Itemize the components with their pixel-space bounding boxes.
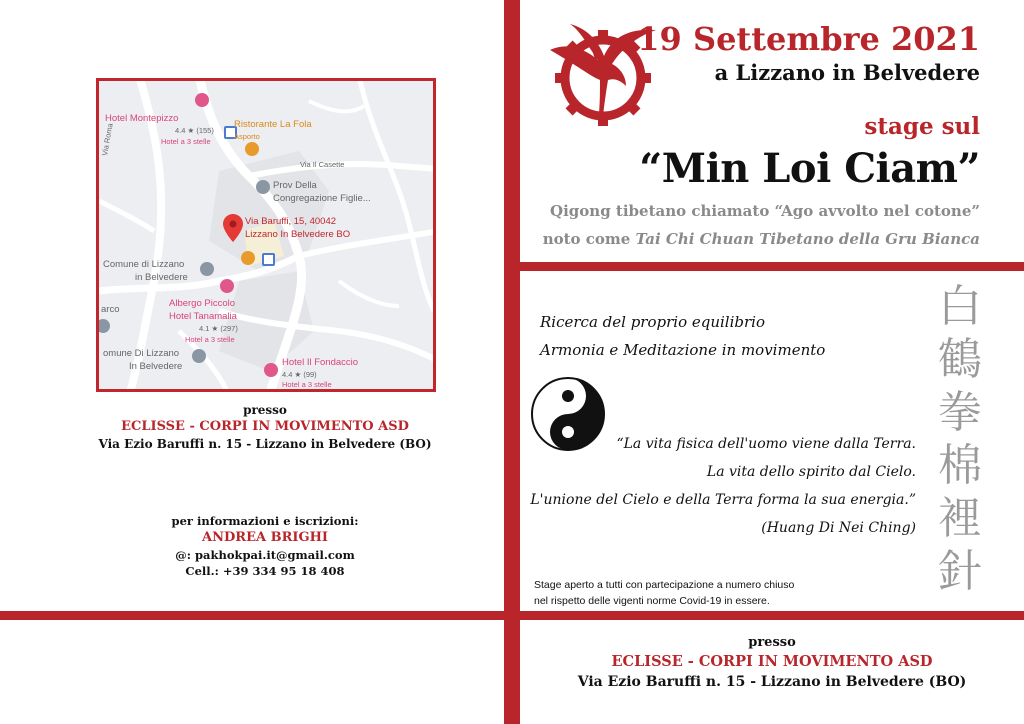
map-label: Prov Della	[273, 180, 317, 191]
map-label: Via Il Casette	[300, 160, 345, 169]
quote-line-2: La vita dello spirito dal Cielo.	[706, 464, 916, 480]
contact-email[interactable]: @: pakhokpai.it@gmail.com	[175, 548, 355, 562]
notice-block	[534, 577, 794, 609]
map-label: 4.4 ★ (155)	[175, 126, 214, 135]
info-heading: per informazioni e iscrizioni:	[171, 514, 359, 528]
organization-name	[540, 651, 1004, 672]
venue-address: Via Ezio Baruffi n. 15 - Lizzano in Belvedere (BO)	[98, 437, 432, 451]
map-pin-icon[interactable]	[223, 214, 243, 242]
subtitle-style-name: Tai Chi Chuan Tibetano della Gru Bianca	[635, 230, 980, 248]
church-icon[interactable]	[256, 180, 270, 194]
tagline-2: Armonia e Meditazione in movimento	[540, 341, 826, 359]
map-label: Via Roma	[100, 122, 115, 157]
map-label: omune Di Lizzano	[103, 348, 180, 359]
map-label: Hotel a 3 stelle	[161, 137, 211, 146]
quote-line-3: L'unione del Cielo e della Terra forma la sua energia.”	[530, 492, 916, 508]
restaurant-icon[interactable]	[241, 251, 255, 265]
map-label: Ristorante La Fola	[234, 119, 312, 130]
chinese-char: 白	[938, 281, 982, 332]
subtitle-prefix: noto come	[542, 230, 636, 248]
org-rest: - CORPI IN MOVIMENTO ASD	[682, 653, 933, 670]
org-rest: - CORPI IN MOVIMENTO ASD	[184, 419, 409, 434]
location-map[interactable]	[96, 78, 436, 392]
quote-block	[530, 430, 916, 542]
org-eclisse: ECLISSE	[611, 653, 683, 670]
contact-phone[interactable]: Cell.: +39 334 95 18 408	[185, 564, 345, 578]
map-label: arco	[101, 304, 120, 315]
map-label: Hotel Tanamalia	[169, 311, 237, 322]
map-label: in Belvedere	[135, 272, 188, 283]
venue-block	[60, 403, 470, 452]
map-label: 4.4 ★ (99)	[282, 370, 317, 379]
map-label: Via Baruffi, 15, 40042	[245, 216, 337, 227]
government-building-icon[interactable]	[96, 319, 110, 333]
notice-line-2: nel rispetto delle vigenti norme Covid-19 in essere.	[534, 595, 770, 607]
chinese-char: 拳	[938, 387, 982, 438]
org-eclisse: ECLISSE	[121, 419, 185, 434]
map-label: In Belvedere	[129, 361, 183, 372]
map-label: 4.1 ★ (297)	[199, 324, 238, 333]
notice-line-1: Stage aperto a tutti con partecipazione a numero chiuso	[534, 579, 795, 591]
chinese-characters	[930, 280, 990, 598]
map-label: Asporto	[234, 132, 260, 141]
event-subtitle-1: Qigong tibetano chiamato “Ago avvolto nel cotone”	[550, 202, 980, 220]
hotel-icon[interactable]	[195, 93, 209, 107]
map-label: Hotel Il Fondaccio	[282, 357, 359, 368]
hotel-icon[interactable]	[264, 363, 278, 377]
event-subtitle-2	[543, 229, 980, 249]
contact-block	[60, 514, 470, 579]
hotel-icon[interactable]	[220, 279, 234, 293]
presso-label: presso	[243, 403, 287, 417]
map-label: Albergo Piccolo	[169, 298, 236, 309]
bottom-horizontal-divider	[0, 611, 1024, 620]
chinese-char: 鶴	[938, 334, 982, 385]
event-title: “Min Loi Ciam”	[639, 145, 980, 192]
presso-label: presso	[748, 635, 796, 650]
map-label: Hotel a 3 stelle	[282, 380, 332, 389]
quote-author: (Huang Di Nei Ching)	[761, 520, 916, 536]
event-place: a Lizzano in Belvedere	[714, 60, 980, 85]
government-building-icon[interactable]	[192, 349, 206, 363]
chinese-char: 針	[938, 546, 982, 597]
stage-label: stage sul	[864, 113, 980, 140]
right-horizontal-divider	[504, 262, 1024, 271]
restaurant-icon[interactable]	[245, 142, 259, 156]
contact-name: ANDREA BRIGHI	[202, 530, 328, 545]
chinese-char: 棉	[938, 440, 982, 491]
organization-name	[60, 418, 470, 436]
chinese-char: 裡	[938, 493, 982, 544]
government-building-icon[interactable]	[200, 262, 214, 276]
map-label: Comune di Lizzano	[103, 259, 185, 270]
bottom-venue-block	[540, 634, 1004, 692]
map-label: Hotel Montepizzo	[105, 113, 179, 124]
tagline-1: Ricerca del proprio equilibrio	[540, 313, 765, 331]
quote-line-1: “La vita fisica dell'uomo viene dalla Terra.	[616, 436, 916, 452]
map-label: Hotel a 3 stelle	[185, 335, 235, 344]
bus-stop-icon[interactable]	[262, 253, 275, 266]
map-label: Congregazione Figlie...	[273, 193, 371, 204]
map-label: Lizzano In Belvedere BO	[245, 229, 351, 240]
venue-address: Via Ezio Baruffi n. 15 - Lizzano in Belvedere (BO)	[577, 674, 967, 690]
event-date: 19 Settembre 2021	[637, 20, 980, 58]
